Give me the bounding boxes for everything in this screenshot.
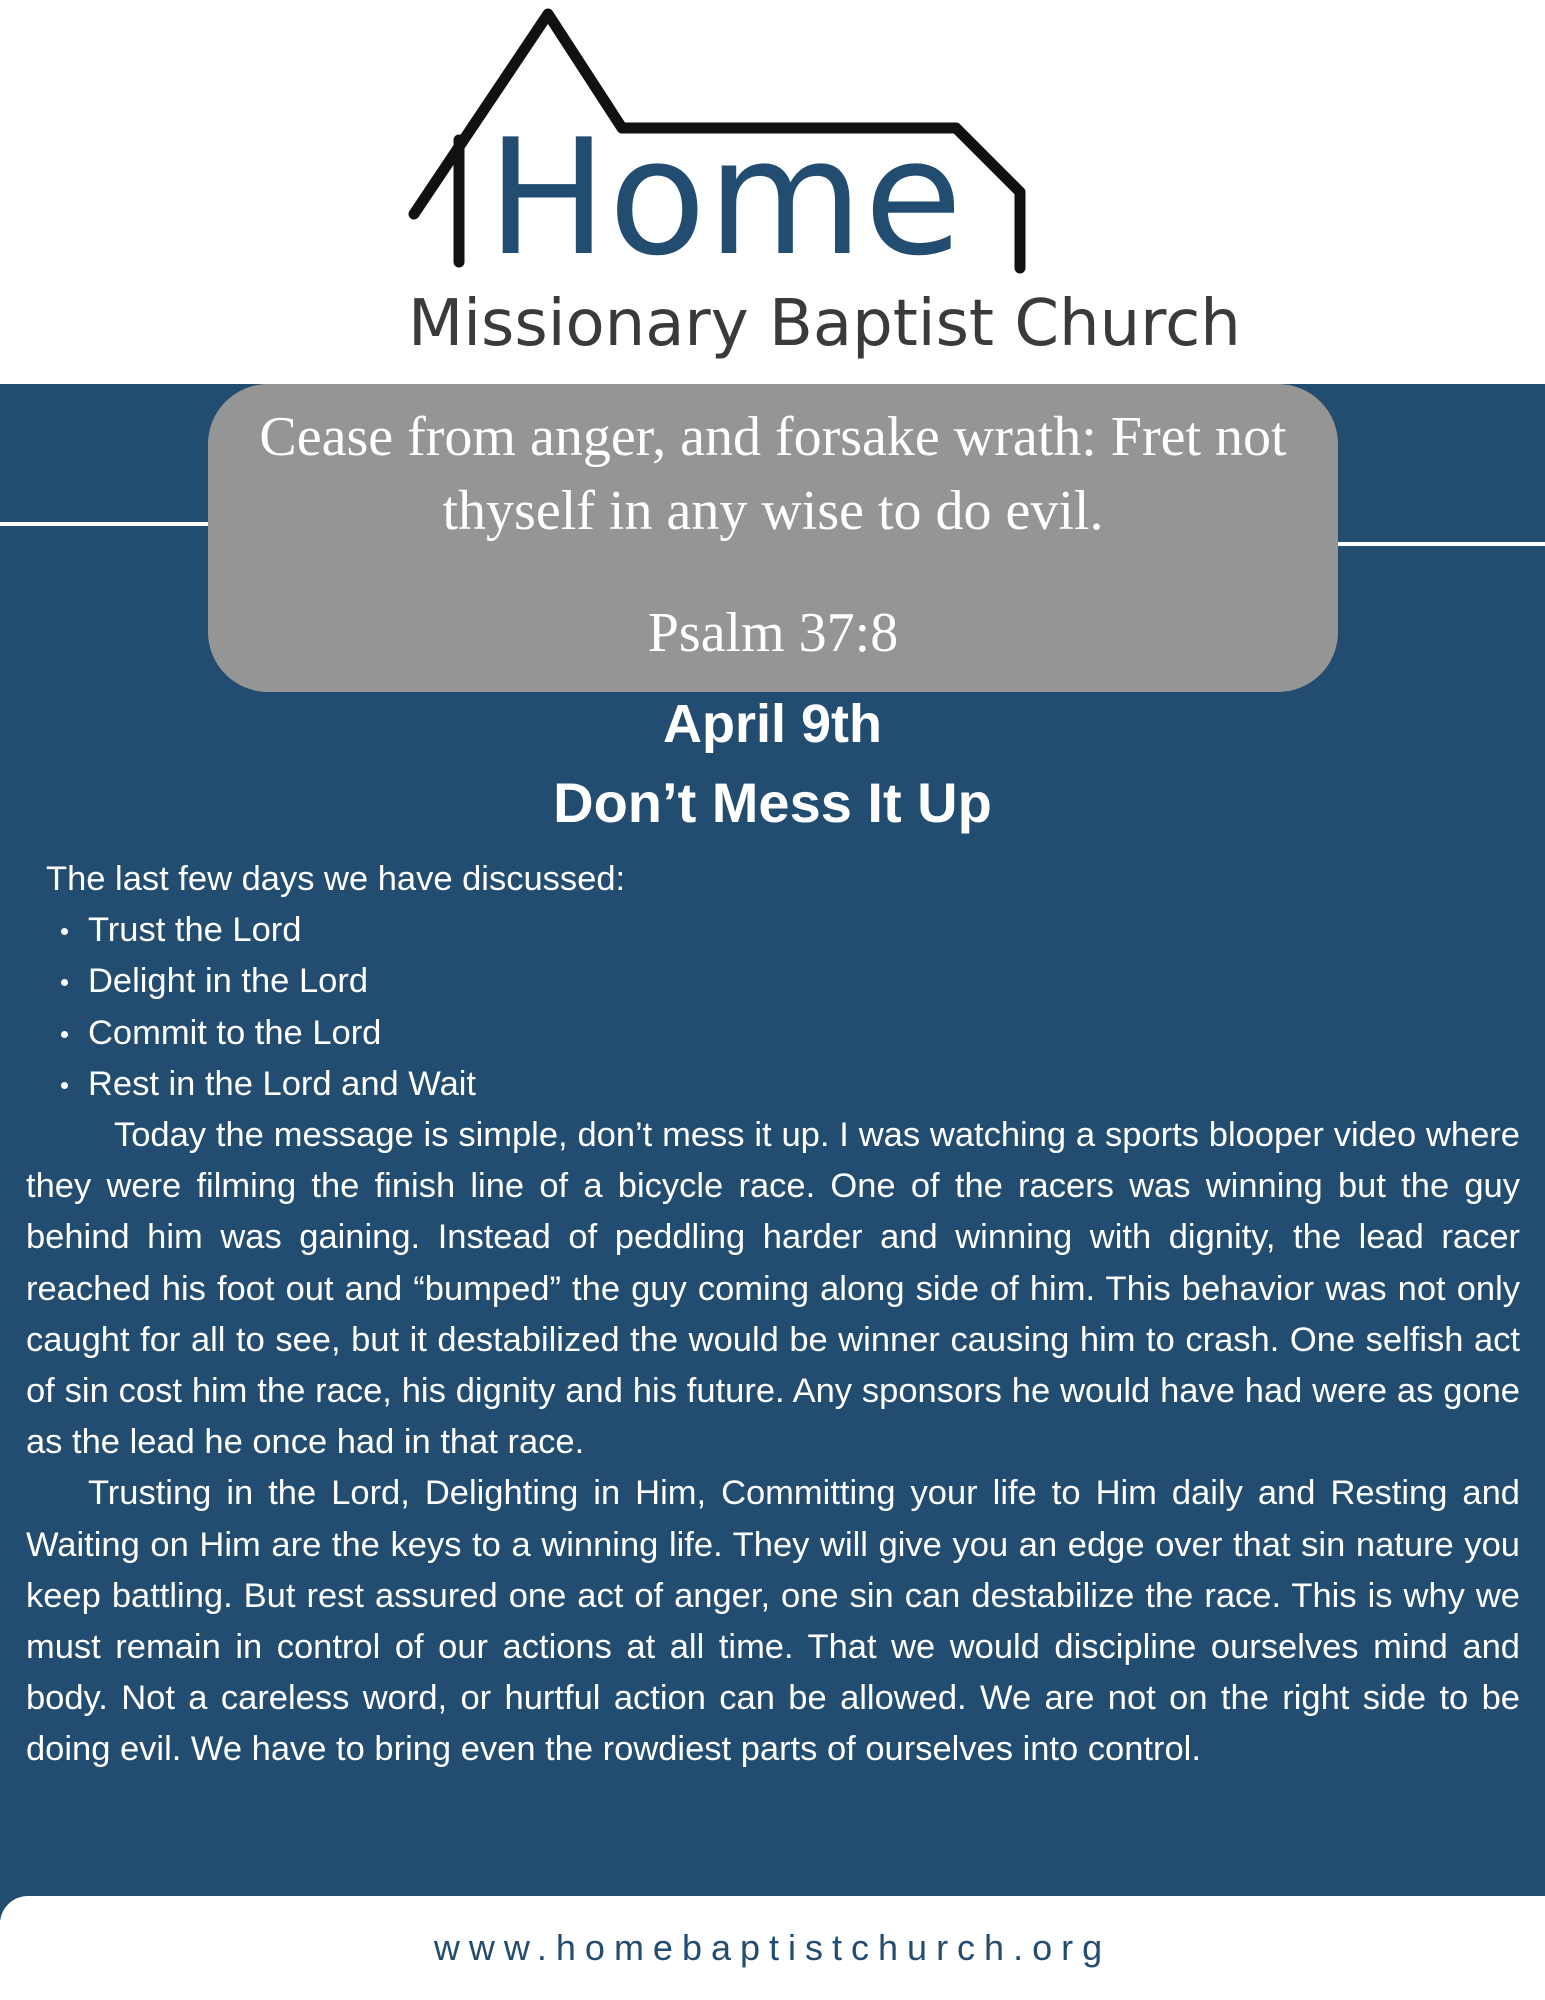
devotional-body xyxy=(26,854,1520,1776)
list-item: Delight in the Lord xyxy=(88,956,1520,1007)
devotional-title: Don’t Mess It Up xyxy=(553,771,992,834)
list-item: Rest in the Lord and Wait xyxy=(88,1059,1520,1110)
paragraph-1: Today the message is simple, don’t mess it up. I was watching a sports blooper video where they were filming the finish line of a bicycle race. One of the racers was winning but the guy behind him was gaining. Instead of peddling harder and winning with dignity, the lead racer reached his foot out and “bumped” the guy coming along side of him. This behavior was not only caught for all to see, but it destabilized the would be winner causing him to crash. One selfish act of sin cost him the race, his dignity and his future. Any sponsors he would have had were as gone as the lead he once had in that race. xyxy=(26,1116,1520,1462)
logo-subtitle: Missionary Baptist Church xyxy=(408,287,1241,361)
logo-wordmark: Home xyxy=(487,104,964,291)
list-item: Trust the Lord xyxy=(88,905,1520,956)
verse-reference: Psalm 37:8 xyxy=(647,602,899,664)
divider-left xyxy=(0,522,210,526)
list-item: Commit to the Lord xyxy=(88,1008,1520,1059)
paragraph-2: Trusting in the Lord, Delighting in Him, Committing your life to Him daily and Resting and Waiting on Him are the keys to a winning life. They will give you an edge over that sin nature you keep battling. But rest assured one act of anger, one sin can destabilize the race. This is why we must remain in control of our actions at all time. That we would discipline ourselves mind and body. Not a careless word, or hurtful action can be allowed. We are not on the right side to be doing evil. We have to bring even the rowdiest parts of ourselves into control. xyxy=(26,1474,1520,1769)
website-link[interactable]: www.homebaptistchurch.org xyxy=(433,1927,1112,1968)
verse-callout xyxy=(208,384,1338,692)
intro-text: The last few days we have discussed: xyxy=(46,860,626,898)
verse-text: Cease from anger, and forsake wrath: Fret not thyself in any wise to do evil. xyxy=(259,406,1287,542)
devotional-date: April 9th xyxy=(662,694,882,754)
divider-right xyxy=(1335,542,1545,546)
recap-list xyxy=(26,905,1520,1110)
